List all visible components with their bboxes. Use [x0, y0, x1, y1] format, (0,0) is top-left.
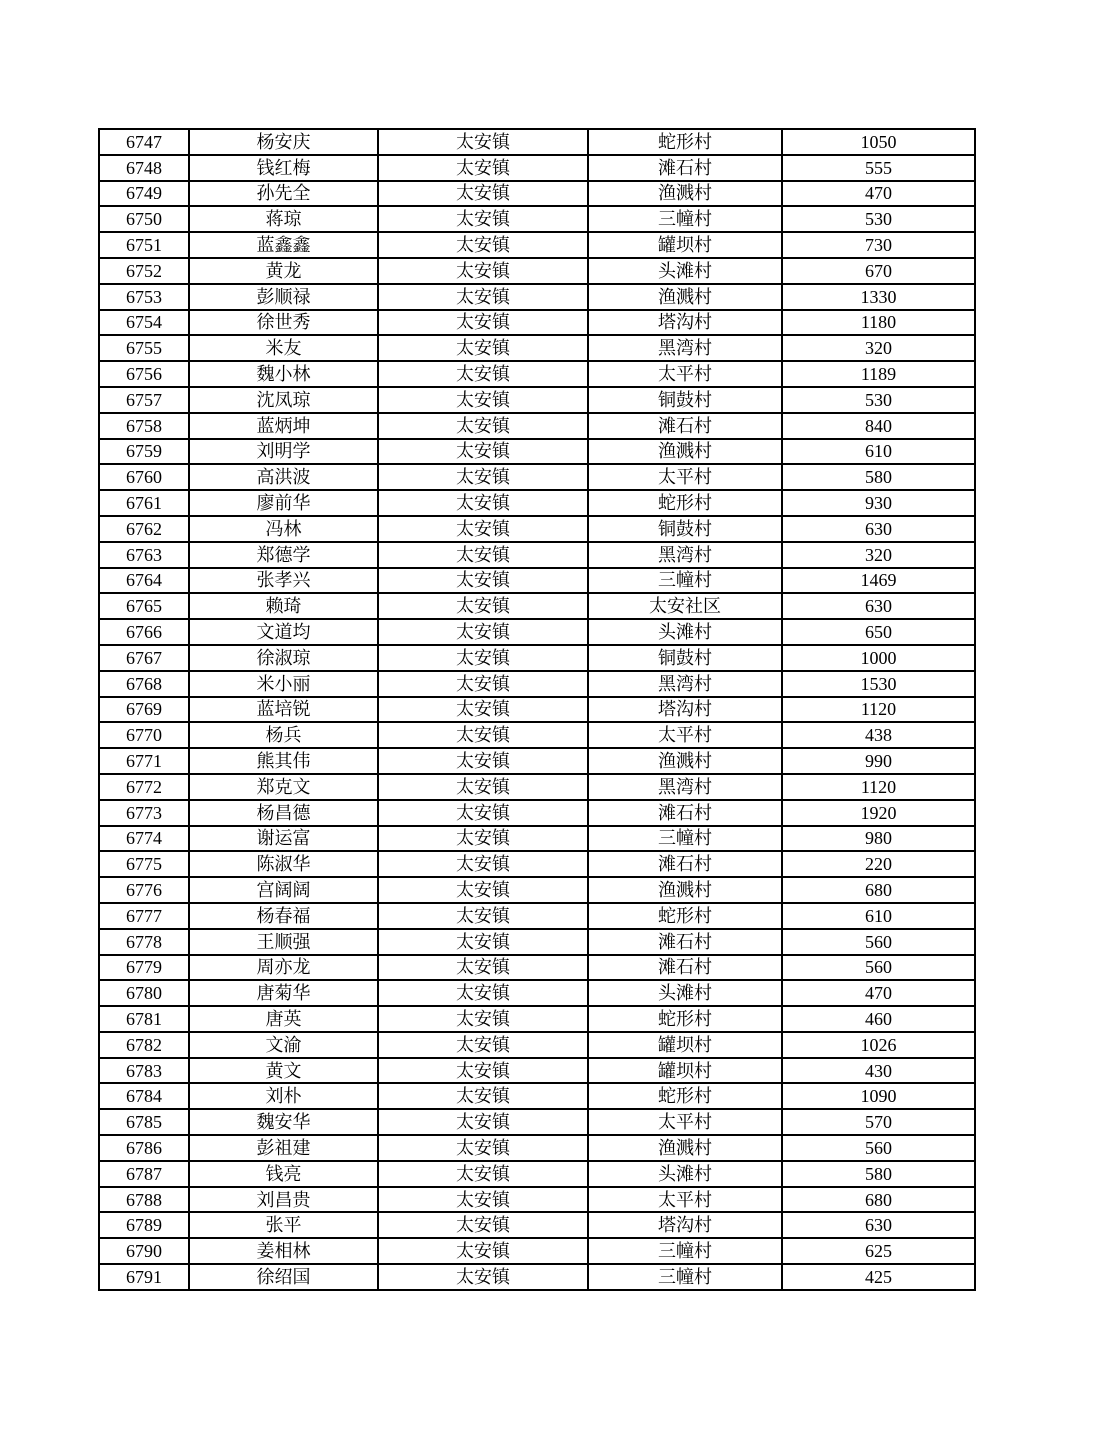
cell-person-name: 杨昌德 [189, 800, 378, 826]
cell-village: 头滩村 [588, 1161, 782, 1187]
cell-amount: 560 [782, 929, 975, 955]
cell-amount: 1026 [782, 1032, 975, 1058]
cell-serial-number: 6752 [99, 258, 189, 284]
table-row [99, 697, 975, 723]
cell-village: 太平村 [588, 361, 782, 387]
cell-amount: 1120 [782, 697, 975, 723]
cell-town: 太安镇 [378, 206, 588, 232]
table-row [99, 1006, 975, 1032]
cell-amount: 610 [782, 439, 975, 465]
cell-serial-number: 6788 [99, 1187, 189, 1213]
cell-person-name: 唐菊华 [189, 980, 378, 1006]
cell-person-name: 杨春福 [189, 903, 378, 929]
cell-serial-number: 6774 [99, 826, 189, 852]
cell-amount: 530 [782, 206, 975, 232]
cell-serial-number: 6787 [99, 1161, 189, 1187]
cell-village: 塔沟村 [588, 310, 782, 336]
cell-village: 塔沟村 [588, 697, 782, 723]
table-row [99, 1135, 975, 1161]
cell-serial-number: 6756 [99, 361, 189, 387]
cell-amount: 670 [782, 258, 975, 284]
table-row [99, 980, 975, 1006]
table-row [99, 258, 975, 284]
cell-serial-number: 6775 [99, 851, 189, 877]
cell-amount: 990 [782, 748, 975, 774]
cell-amount: 570 [782, 1109, 975, 1135]
cell-town: 太安镇 [378, 155, 588, 181]
cell-amount: 840 [782, 413, 975, 439]
cell-amount: 1530 [782, 671, 975, 697]
table-body [99, 129, 975, 1290]
cell-village: 太平村 [588, 464, 782, 490]
cell-serial-number: 6760 [99, 464, 189, 490]
cell-village: 渔溅村 [588, 439, 782, 465]
cell-town: 太安镇 [378, 439, 588, 465]
cell-village: 头滩村 [588, 980, 782, 1006]
cell-person-name: 魏安华 [189, 1109, 378, 1135]
cell-person-name: 刘明学 [189, 439, 378, 465]
cell-serial-number: 6771 [99, 748, 189, 774]
cell-village: 蛇形村 [588, 129, 782, 155]
table-row [99, 851, 975, 877]
table-row [99, 1058, 975, 1084]
cell-person-name: 杨安庆 [189, 129, 378, 155]
table-row [99, 826, 975, 852]
table-row [99, 232, 975, 258]
cell-amount: 610 [782, 903, 975, 929]
cell-village: 蛇形村 [588, 1006, 782, 1032]
cell-village: 罐坝村 [588, 1032, 782, 1058]
table-row [99, 542, 975, 568]
cell-person-name: 蓝鑫鑫 [189, 232, 378, 258]
cell-serial-number: 6763 [99, 542, 189, 568]
cell-village: 头滩村 [588, 258, 782, 284]
cell-person-name: 彭祖建 [189, 1135, 378, 1161]
cell-village: 头滩村 [588, 619, 782, 645]
cell-serial-number: 6766 [99, 619, 189, 645]
cell-serial-number: 6786 [99, 1135, 189, 1161]
cell-village: 三幢村 [588, 1264, 782, 1290]
cell-village: 三幢村 [588, 1238, 782, 1264]
cell-amount: 560 [782, 955, 975, 981]
cell-village: 滩石村 [588, 929, 782, 955]
cell-person-name: 钱亮 [189, 1161, 378, 1187]
cell-town: 太安镇 [378, 1238, 588, 1264]
cell-town: 太安镇 [378, 1161, 588, 1187]
cell-person-name: 文渝 [189, 1032, 378, 1058]
cell-town: 太安镇 [378, 1109, 588, 1135]
cell-village: 太平村 [588, 722, 782, 748]
cell-village: 蛇形村 [588, 1083, 782, 1109]
cell-town: 太安镇 [378, 1135, 588, 1161]
cell-town: 太安镇 [378, 387, 588, 413]
table-row [99, 748, 975, 774]
cell-person-name: 徐绍国 [189, 1264, 378, 1290]
cell-village: 太安社区 [588, 593, 782, 619]
cell-person-name: 王顺强 [189, 929, 378, 955]
cell-town: 太安镇 [378, 1187, 588, 1213]
cell-person-name: 张孝兴 [189, 568, 378, 594]
cell-amount: 630 [782, 1212, 975, 1238]
cell-village: 滩石村 [588, 851, 782, 877]
cell-amount: 460 [782, 1006, 975, 1032]
cell-amount: 425 [782, 1264, 975, 1290]
cell-person-name: 蓝炳坤 [189, 413, 378, 439]
cell-person-name: 彭顺禄 [189, 284, 378, 310]
cell-village: 滩石村 [588, 155, 782, 181]
cell-village: 渔溅村 [588, 284, 782, 310]
cell-amount: 1000 [782, 645, 975, 671]
cell-serial-number: 6773 [99, 800, 189, 826]
cell-serial-number: 6769 [99, 697, 189, 723]
cell-person-name: 米友 [189, 335, 378, 361]
cell-village: 蛇形村 [588, 903, 782, 929]
cell-person-name: 郑德学 [189, 542, 378, 568]
cell-amount: 1189 [782, 361, 975, 387]
cell-town: 太安镇 [378, 645, 588, 671]
cell-village: 铜鼓村 [588, 645, 782, 671]
cell-serial-number: 6776 [99, 877, 189, 903]
cell-village: 黑湾村 [588, 542, 782, 568]
cell-town: 太安镇 [378, 413, 588, 439]
cell-serial-number: 6750 [99, 206, 189, 232]
cell-town: 太安镇 [378, 748, 588, 774]
table-row [99, 568, 975, 594]
table-row [99, 877, 975, 903]
table-row [99, 722, 975, 748]
table-row [99, 1083, 975, 1109]
cell-serial-number: 6777 [99, 903, 189, 929]
cell-town: 太安镇 [378, 593, 588, 619]
cell-amount: 430 [782, 1058, 975, 1084]
cell-person-name: 沈凤琼 [189, 387, 378, 413]
cell-amount: 630 [782, 593, 975, 619]
cell-person-name: 熊其伟 [189, 748, 378, 774]
cell-person-name: 周亦龙 [189, 955, 378, 981]
cell-serial-number: 6758 [99, 413, 189, 439]
table-row [99, 361, 975, 387]
cell-town: 太安镇 [378, 671, 588, 697]
cell-town: 太安镇 [378, 903, 588, 929]
cell-serial-number: 6755 [99, 335, 189, 361]
cell-town: 太安镇 [378, 361, 588, 387]
cell-serial-number: 6748 [99, 155, 189, 181]
table-row [99, 181, 975, 207]
cell-person-name: 杨兵 [189, 722, 378, 748]
table-row [99, 310, 975, 336]
cell-village: 渔溅村 [588, 181, 782, 207]
cell-person-name: 唐英 [189, 1006, 378, 1032]
cell-town: 太安镇 [378, 568, 588, 594]
cell-person-name: 廖前华 [189, 490, 378, 516]
cell-amount: 220 [782, 851, 975, 877]
cell-serial-number: 6778 [99, 929, 189, 955]
cell-serial-number: 6779 [99, 955, 189, 981]
cell-town: 太安镇 [378, 800, 588, 826]
cell-town: 太安镇 [378, 619, 588, 645]
table-row [99, 387, 975, 413]
table-row [99, 129, 975, 155]
table-row [99, 800, 975, 826]
table-row [99, 955, 975, 981]
cell-person-name: 刘昌贵 [189, 1187, 378, 1213]
cell-town: 太安镇 [378, 464, 588, 490]
cell-amount: 1469 [782, 568, 975, 594]
table-row [99, 206, 975, 232]
cell-village: 渔溅村 [588, 1135, 782, 1161]
table-row [99, 929, 975, 955]
cell-amount: 580 [782, 1161, 975, 1187]
cell-serial-number: 6781 [99, 1006, 189, 1032]
table-row [99, 1161, 975, 1187]
table-row [99, 335, 975, 361]
cell-person-name: 陈淑华 [189, 851, 378, 877]
cell-town: 太安镇 [378, 284, 588, 310]
cell-village: 滩石村 [588, 413, 782, 439]
cell-person-name: 谢运富 [189, 826, 378, 852]
cell-amount: 580 [782, 464, 975, 490]
table-row [99, 671, 975, 697]
cell-town: 太安镇 [378, 851, 588, 877]
cell-serial-number: 6749 [99, 181, 189, 207]
cell-amount: 1180 [782, 310, 975, 336]
cell-amount: 470 [782, 980, 975, 1006]
cell-town: 太安镇 [378, 826, 588, 852]
cell-town: 太安镇 [378, 1083, 588, 1109]
cell-amount: 470 [782, 181, 975, 207]
cell-village: 罐坝村 [588, 1058, 782, 1084]
cell-village: 塔沟村 [588, 1212, 782, 1238]
cell-amount: 1120 [782, 774, 975, 800]
cell-person-name: 刘朴 [189, 1083, 378, 1109]
cell-serial-number: 6790 [99, 1238, 189, 1264]
cell-serial-number: 6761 [99, 490, 189, 516]
cell-village: 太平村 [588, 1187, 782, 1213]
cell-amount: 680 [782, 877, 975, 903]
cell-serial-number: 6762 [99, 516, 189, 542]
cell-amount: 438 [782, 722, 975, 748]
table-row [99, 1212, 975, 1238]
cell-serial-number: 6791 [99, 1264, 189, 1290]
cell-serial-number: 6765 [99, 593, 189, 619]
cell-town: 太安镇 [378, 516, 588, 542]
cell-village: 铜鼓村 [588, 516, 782, 542]
cell-serial-number: 6759 [99, 439, 189, 465]
cell-amount: 555 [782, 155, 975, 181]
cell-amount: 530 [782, 387, 975, 413]
cell-town: 太安镇 [378, 1058, 588, 1084]
cell-town: 太安镇 [378, 1006, 588, 1032]
cell-person-name: 冯林 [189, 516, 378, 542]
cell-serial-number: 6768 [99, 671, 189, 697]
cell-person-name: 文道均 [189, 619, 378, 645]
table-row [99, 464, 975, 490]
cell-town: 太安镇 [378, 722, 588, 748]
cell-village: 太平村 [588, 1109, 782, 1135]
cell-town: 太安镇 [378, 542, 588, 568]
cell-town: 太安镇 [378, 1212, 588, 1238]
cell-amount: 680 [782, 1187, 975, 1213]
cell-village: 滩石村 [588, 955, 782, 981]
cell-amount: 320 [782, 542, 975, 568]
cell-person-name: 黄龙 [189, 258, 378, 284]
cell-person-name: 宫阔阔 [189, 877, 378, 903]
cell-amount: 730 [782, 232, 975, 258]
cell-person-name: 蒋琼 [189, 206, 378, 232]
cell-amount: 560 [782, 1135, 975, 1161]
cell-village: 三幢村 [588, 206, 782, 232]
table-row [99, 1238, 975, 1264]
table-row [99, 439, 975, 465]
table-row [99, 413, 975, 439]
table-row [99, 774, 975, 800]
cell-person-name: 高洪波 [189, 464, 378, 490]
table-row [99, 284, 975, 310]
cell-town: 太安镇 [378, 774, 588, 800]
cell-town: 太安镇 [378, 929, 588, 955]
cell-town: 太安镇 [378, 232, 588, 258]
cell-serial-number: 6784 [99, 1083, 189, 1109]
cell-serial-number: 6767 [99, 645, 189, 671]
table-row [99, 1109, 975, 1135]
cell-serial-number: 6757 [99, 387, 189, 413]
cell-serial-number: 6753 [99, 284, 189, 310]
cell-person-name: 米小丽 [189, 671, 378, 697]
cell-person-name: 黄文 [189, 1058, 378, 1084]
cell-person-name: 钱红梅 [189, 155, 378, 181]
table-row [99, 1032, 975, 1058]
cell-village: 三幢村 [588, 568, 782, 594]
cell-person-name: 赖琦 [189, 593, 378, 619]
cell-town: 太安镇 [378, 697, 588, 723]
cell-amount: 980 [782, 826, 975, 852]
cell-amount: 320 [782, 335, 975, 361]
table-row [99, 516, 975, 542]
cell-village: 黑湾村 [588, 671, 782, 697]
cell-person-name: 张平 [189, 1212, 378, 1238]
table-row [99, 490, 975, 516]
cell-village: 三幢村 [588, 826, 782, 852]
cell-amount: 630 [782, 516, 975, 542]
cell-serial-number: 6770 [99, 722, 189, 748]
cell-person-name: 郑克文 [189, 774, 378, 800]
table-row [99, 155, 975, 181]
cell-serial-number: 6751 [99, 232, 189, 258]
cell-village: 黑湾村 [588, 774, 782, 800]
cell-serial-number: 6780 [99, 980, 189, 1006]
cell-serial-number: 6747 [99, 129, 189, 155]
cell-amount: 1920 [782, 800, 975, 826]
table-row [99, 1264, 975, 1290]
table-row [99, 645, 975, 671]
cell-serial-number: 6789 [99, 1212, 189, 1238]
cell-amount: 1330 [782, 284, 975, 310]
cell-serial-number: 6783 [99, 1058, 189, 1084]
cell-town: 太安镇 [378, 258, 588, 284]
table-row [99, 619, 975, 645]
cell-person-name: 魏小林 [189, 361, 378, 387]
cell-person-name: 姜相林 [189, 1238, 378, 1264]
cell-town: 太安镇 [378, 1032, 588, 1058]
cell-person-name: 徐世秀 [189, 310, 378, 336]
cell-serial-number: 6764 [99, 568, 189, 594]
cell-town: 太安镇 [378, 1264, 588, 1290]
cell-amount: 625 [782, 1238, 975, 1264]
cell-village: 黑湾村 [588, 335, 782, 361]
cell-serial-number: 6772 [99, 774, 189, 800]
cell-amount: 1050 [782, 129, 975, 155]
cell-village: 渔溅村 [588, 748, 782, 774]
cell-amount: 1090 [782, 1083, 975, 1109]
cell-town: 太安镇 [378, 335, 588, 361]
cell-serial-number: 6782 [99, 1032, 189, 1058]
cell-person-name: 徐淑琼 [189, 645, 378, 671]
cell-town: 太安镇 [378, 181, 588, 207]
cell-serial-number: 6754 [99, 310, 189, 336]
cell-serial-number: 6785 [99, 1109, 189, 1135]
cell-village: 铜鼓村 [588, 387, 782, 413]
cell-town: 太安镇 [378, 980, 588, 1006]
cell-village: 滩石村 [588, 800, 782, 826]
cell-amount: 930 [782, 490, 975, 516]
table-row [99, 1187, 975, 1213]
cell-town: 太安镇 [378, 310, 588, 336]
cell-village: 罐坝村 [588, 232, 782, 258]
cell-town: 太安镇 [378, 877, 588, 903]
cell-town: 太安镇 [378, 490, 588, 516]
cell-village: 蛇形村 [588, 490, 782, 516]
table-row [99, 593, 975, 619]
cell-amount: 650 [782, 619, 975, 645]
cell-town: 太安镇 [378, 955, 588, 981]
data-table [98, 128, 976, 1291]
cell-person-name: 蓝培锐 [189, 697, 378, 723]
cell-village: 渔溅村 [588, 877, 782, 903]
cell-town: 太安镇 [378, 129, 588, 155]
table-row [99, 903, 975, 929]
cell-person-name: 孙先全 [189, 181, 378, 207]
